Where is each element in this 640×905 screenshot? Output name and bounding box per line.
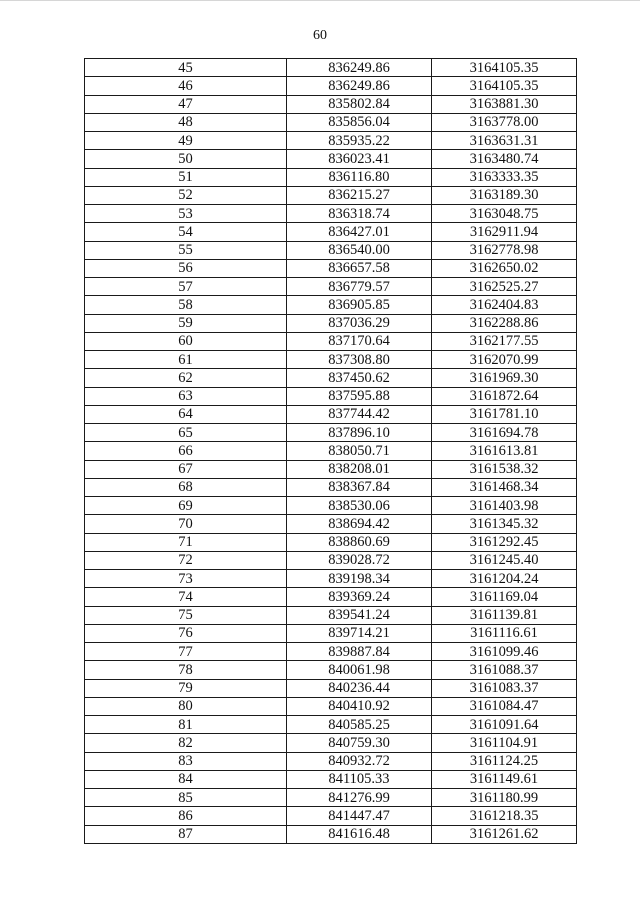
y-coordinate-cell: 3161091.64 <box>432 716 577 734</box>
x-coordinate-cell: 840932.72 <box>287 752 432 770</box>
table-row <box>85 278 577 296</box>
point-number-cell: 48 <box>85 113 287 131</box>
table-row <box>85 551 577 569</box>
table-row <box>85 59 577 77</box>
table-row <box>85 697 577 715</box>
y-coordinate-cell: 3161538.32 <box>432 460 577 478</box>
x-coordinate-cell: 838530.06 <box>287 497 432 515</box>
x-coordinate-cell: 836249.86 <box>287 77 432 95</box>
x-coordinate-cell: 836318.74 <box>287 205 432 223</box>
table-row <box>85 424 577 442</box>
point-number-cell: 80 <box>85 697 287 715</box>
y-coordinate-cell: 3161088.37 <box>432 661 577 679</box>
x-coordinate-cell: 836023.41 <box>287 150 432 168</box>
point-number-cell: 62 <box>85 369 287 387</box>
coordinates-table <box>84 58 577 844</box>
x-coordinate-cell: 839198.34 <box>287 570 432 588</box>
point-number-cell: 68 <box>85 478 287 496</box>
table-row <box>85 168 577 186</box>
y-coordinate-cell: 3162177.55 <box>432 332 577 350</box>
table-row <box>85 460 577 478</box>
y-coordinate-cell: 3161781.10 <box>432 405 577 423</box>
point-number-cell: 78 <box>85 661 287 679</box>
y-coordinate-cell: 3162778.98 <box>432 241 577 259</box>
y-coordinate-cell: 3161468.34 <box>432 478 577 496</box>
point-number-cell: 84 <box>85 770 287 788</box>
table-row <box>85 205 577 223</box>
y-coordinate-cell: 3161403.98 <box>432 497 577 515</box>
x-coordinate-cell: 839028.72 <box>287 551 432 569</box>
point-number-cell: 61 <box>85 351 287 369</box>
x-coordinate-cell: 838208.01 <box>287 460 432 478</box>
point-number-cell: 47 <box>85 95 287 113</box>
point-number-cell: 87 <box>85 825 287 843</box>
table-row <box>85 387 577 405</box>
table-row <box>85 825 577 843</box>
point-number-cell: 85 <box>85 789 287 807</box>
x-coordinate-cell: 836540.00 <box>287 241 432 259</box>
table-row <box>85 770 577 788</box>
x-coordinate-cell: 838367.84 <box>287 478 432 496</box>
x-coordinate-cell: 841616.48 <box>287 825 432 843</box>
point-number-cell: 54 <box>85 223 287 241</box>
point-number-cell: 53 <box>85 205 287 223</box>
y-coordinate-cell: 3161116.61 <box>432 624 577 642</box>
point-number-cell: 79 <box>85 679 287 697</box>
point-number-cell: 82 <box>85 734 287 752</box>
y-coordinate-cell: 3161218.35 <box>432 807 577 825</box>
table-row <box>85 716 577 734</box>
table-row <box>85 296 577 314</box>
point-number-cell: 67 <box>85 460 287 478</box>
table-row <box>85 223 577 241</box>
x-coordinate-cell: 840236.44 <box>287 679 432 697</box>
table-row <box>85 95 577 113</box>
point-number-cell: 83 <box>85 752 287 770</box>
x-coordinate-cell: 839714.21 <box>287 624 432 642</box>
y-coordinate-cell: 3162650.02 <box>432 259 577 277</box>
table-row <box>85 405 577 423</box>
y-coordinate-cell: 3161083.37 <box>432 679 577 697</box>
point-number-cell: 64 <box>85 405 287 423</box>
y-coordinate-cell: 3162525.27 <box>432 278 577 296</box>
point-number-cell: 86 <box>85 807 287 825</box>
x-coordinate-cell: 836905.85 <box>287 296 432 314</box>
table-row <box>85 259 577 277</box>
point-number-cell: 45 <box>85 59 287 77</box>
point-number-cell: 77 <box>85 643 287 661</box>
y-coordinate-cell: 3161204.24 <box>432 570 577 588</box>
y-coordinate-cell: 3163333.35 <box>432 168 577 186</box>
x-coordinate-cell: 835935.22 <box>287 132 432 150</box>
x-coordinate-cell: 836249.86 <box>287 59 432 77</box>
y-coordinate-cell: 3162911.94 <box>432 223 577 241</box>
point-number-cell: 70 <box>85 515 287 533</box>
point-number-cell: 50 <box>85 150 287 168</box>
table-row <box>85 351 577 369</box>
coordinates-table-body <box>85 59 577 844</box>
x-coordinate-cell: 836427.01 <box>287 223 432 241</box>
point-number-cell: 55 <box>85 241 287 259</box>
y-coordinate-cell: 3161245.40 <box>432 551 577 569</box>
x-coordinate-cell: 838050.71 <box>287 442 432 460</box>
table-row <box>85 624 577 642</box>
table-row <box>85 661 577 679</box>
y-coordinate-cell: 3161104.91 <box>432 734 577 752</box>
point-number-cell: 59 <box>85 314 287 332</box>
y-coordinate-cell: 3164105.35 <box>432 59 577 77</box>
point-number-cell: 74 <box>85 588 287 606</box>
y-coordinate-cell: 3161124.25 <box>432 752 577 770</box>
x-coordinate-cell: 836116.80 <box>287 168 432 186</box>
table-row <box>85 150 577 168</box>
y-coordinate-cell: 3163881.30 <box>432 95 577 113</box>
x-coordinate-cell: 837896.10 <box>287 424 432 442</box>
y-coordinate-cell: 3161613.81 <box>432 442 577 460</box>
x-coordinate-cell: 835856.04 <box>287 113 432 131</box>
y-coordinate-cell: 3161345.32 <box>432 515 577 533</box>
table-row <box>85 752 577 770</box>
y-coordinate-cell: 3163778.00 <box>432 113 577 131</box>
x-coordinate-cell: 837170.64 <box>287 332 432 350</box>
y-coordinate-cell: 3161969.30 <box>432 369 577 387</box>
table-row <box>85 314 577 332</box>
x-coordinate-cell: 840585.25 <box>287 716 432 734</box>
point-number-cell: 63 <box>85 387 287 405</box>
point-number-cell: 76 <box>85 624 287 642</box>
table-row <box>85 533 577 551</box>
point-number-cell: 52 <box>85 186 287 204</box>
table-row <box>85 606 577 624</box>
x-coordinate-cell: 837036.29 <box>287 314 432 332</box>
point-number-cell: 81 <box>85 716 287 734</box>
point-number-cell: 46 <box>85 77 287 95</box>
point-number-cell: 73 <box>85 570 287 588</box>
table-row <box>85 588 577 606</box>
x-coordinate-cell: 839887.84 <box>287 643 432 661</box>
x-coordinate-cell: 835802.84 <box>287 95 432 113</box>
x-coordinate-cell: 837744.42 <box>287 405 432 423</box>
x-coordinate-cell: 836657.58 <box>287 259 432 277</box>
point-number-cell: 72 <box>85 551 287 569</box>
x-coordinate-cell: 841276.99 <box>287 789 432 807</box>
y-coordinate-cell: 3161139.81 <box>432 606 577 624</box>
y-coordinate-cell: 3161149.61 <box>432 770 577 788</box>
y-coordinate-cell: 3163631.31 <box>432 132 577 150</box>
y-coordinate-cell: 3163048.75 <box>432 205 577 223</box>
y-coordinate-cell: 3161292.45 <box>432 533 577 551</box>
point-number-cell: 58 <box>85 296 287 314</box>
table-row <box>85 679 577 697</box>
point-number-cell: 51 <box>85 168 287 186</box>
x-coordinate-cell: 838860.69 <box>287 533 432 551</box>
x-coordinate-cell: 841105.33 <box>287 770 432 788</box>
point-number-cell: 66 <box>85 442 287 460</box>
y-coordinate-cell: 3163480.74 <box>432 150 577 168</box>
y-coordinate-cell: 3161261.62 <box>432 825 577 843</box>
point-number-cell: 69 <box>85 497 287 515</box>
table-row <box>85 113 577 131</box>
x-coordinate-cell: 837595.88 <box>287 387 432 405</box>
point-number-cell: 56 <box>85 259 287 277</box>
table-row <box>85 570 577 588</box>
point-number-cell: 49 <box>85 132 287 150</box>
table-row <box>85 643 577 661</box>
point-number-cell: 65 <box>85 424 287 442</box>
x-coordinate-cell: 839369.24 <box>287 588 432 606</box>
table-row <box>85 186 577 204</box>
x-coordinate-cell: 836215.27 <box>287 186 432 204</box>
x-coordinate-cell: 837308.80 <box>287 351 432 369</box>
x-coordinate-cell: 839541.24 <box>287 606 432 624</box>
point-number-cell: 75 <box>85 606 287 624</box>
table-row <box>85 132 577 150</box>
table-row <box>85 789 577 807</box>
y-coordinate-cell: 3161694.78 <box>432 424 577 442</box>
x-coordinate-cell: 840759.30 <box>287 734 432 752</box>
y-coordinate-cell: 3161180.99 <box>432 789 577 807</box>
x-coordinate-cell: 840061.98 <box>287 661 432 679</box>
point-number-cell: 60 <box>85 332 287 350</box>
table-row <box>85 241 577 259</box>
x-coordinate-cell: 837450.62 <box>287 369 432 387</box>
table-row <box>85 497 577 515</box>
x-coordinate-cell: 838694.42 <box>287 515 432 533</box>
table-row <box>85 369 577 387</box>
table-row <box>85 734 577 752</box>
point-number-cell: 57 <box>85 278 287 296</box>
y-coordinate-cell: 3162070.99 <box>432 351 577 369</box>
y-coordinate-cell: 3161099.46 <box>432 643 577 661</box>
y-coordinate-cell: 3163189.30 <box>432 186 577 204</box>
table-row <box>85 515 577 533</box>
table-row <box>85 478 577 496</box>
x-coordinate-cell: 836779.57 <box>287 278 432 296</box>
page-number: 60 <box>313 28 327 43</box>
table-row <box>85 807 577 825</box>
y-coordinate-cell: 3162404.83 <box>432 296 577 314</box>
table-row <box>85 442 577 460</box>
y-coordinate-cell: 3161084.47 <box>432 697 577 715</box>
x-coordinate-cell: 840410.92 <box>287 697 432 715</box>
x-coordinate-cell: 841447.47 <box>287 807 432 825</box>
y-coordinate-cell: 3161872.64 <box>432 387 577 405</box>
table-row <box>85 332 577 350</box>
top-border-line <box>0 0 640 1</box>
point-number-cell: 71 <box>85 533 287 551</box>
y-coordinate-cell: 3164105.35 <box>432 77 577 95</box>
y-coordinate-cell: 3162288.86 <box>432 314 577 332</box>
table-row <box>85 77 577 95</box>
y-coordinate-cell: 3161169.04 <box>432 588 577 606</box>
